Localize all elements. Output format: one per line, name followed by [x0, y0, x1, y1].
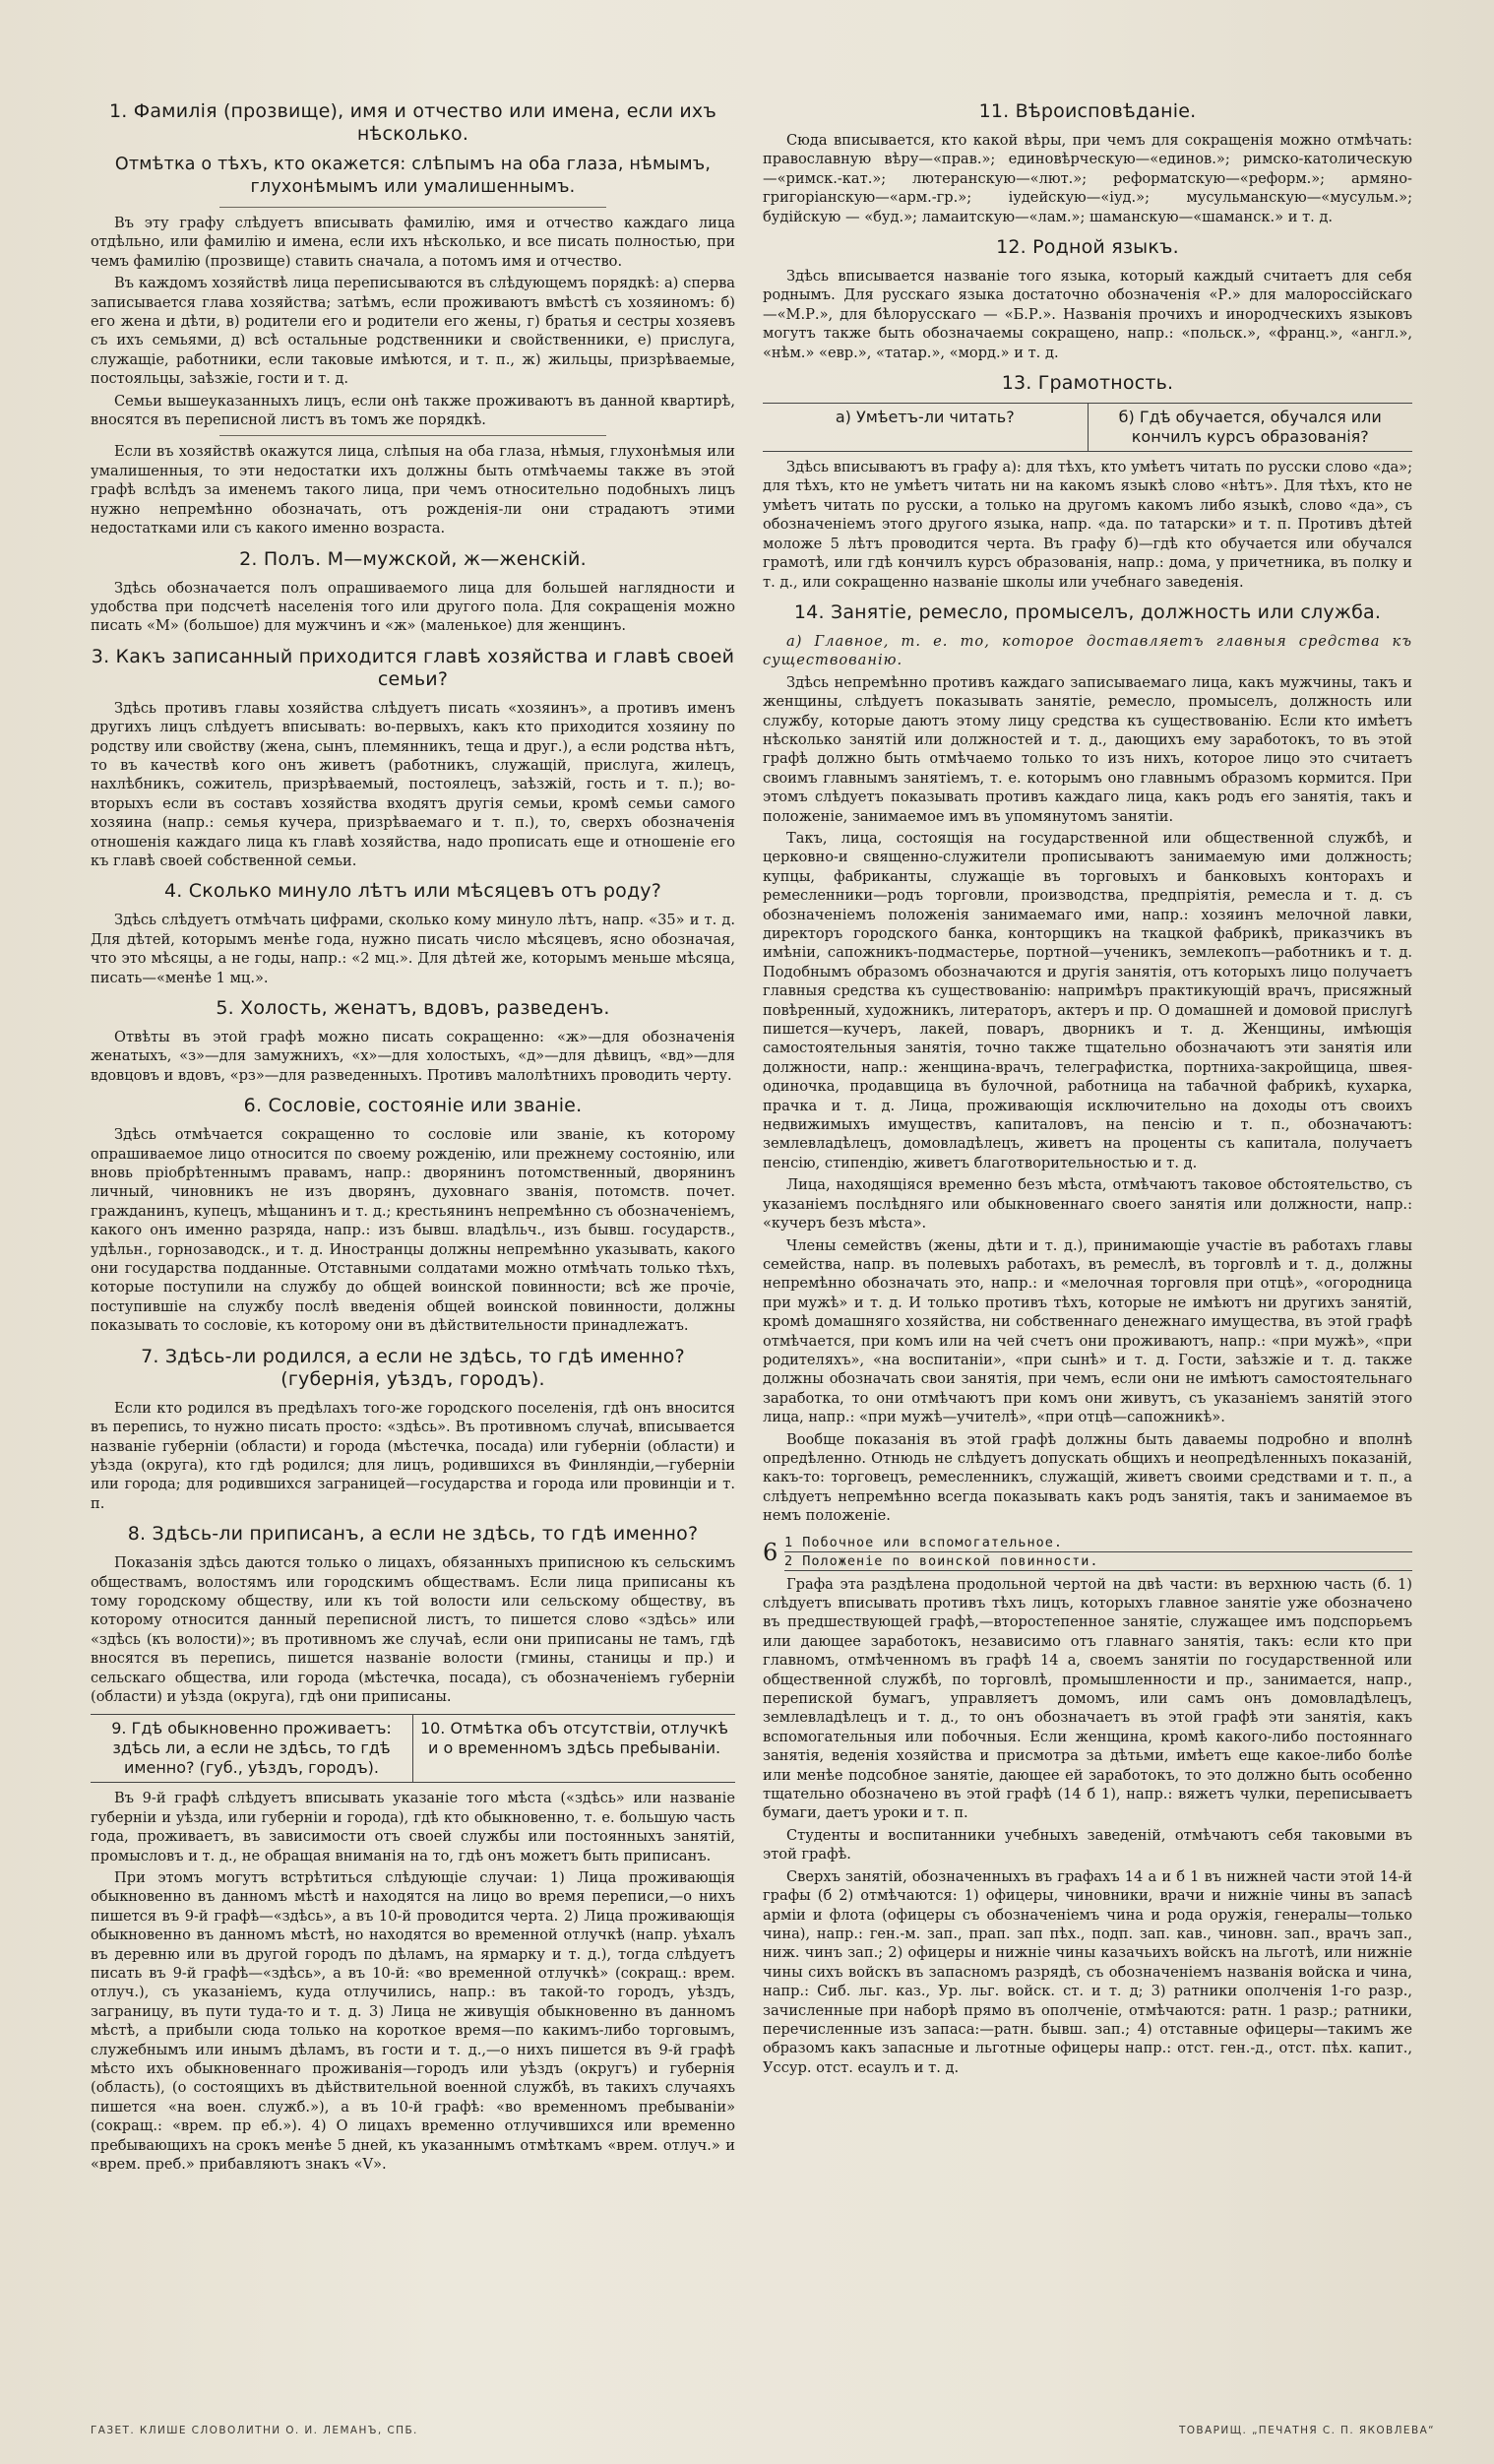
- section-1-subtitle: Отмѣтка о тѣхъ, кто окажется: слѣпымъ на оба глаза, нѣмымъ, глухонѣмымъ или умалишеннымъ.: [114, 155, 712, 197]
- section-4-title: 4. Сколько минуло лѣтъ или мѣсяцевъ отъ роду?: [163, 880, 662, 903]
- section-5-title: 5. Холость, женатъ, вдовъ, разведенъ.: [216, 997, 610, 1019]
- section-13-columns: [763, 403, 1412, 452]
- paragraph: Здѣсь непремѣнно противъ каждаго записываемаго лица, какъ мужчины, такъ и женщины, слѣдуетъ показывать занятіе, ремесло, промыселъ, должность или службу, которые даютъ этому лицу средства къ существованію. Если кто имѣетъ нѣсколько занятій или должностей и т. д., дающихъ ему заработокъ, то въ этой графѣ должно быть отмѣчаемо только то изъ нихъ, которое лицо это считаетъ своимъ главнымъ занятіемъ, т. е. которымъ оно главнымъ образомъ кормится. При этомъ слѣдуетъ показывать противъ каждаго лица, какъ родъ его занятія, такъ и положеніе, занимаемое имъ въ упомянутомъ занятіи.: [763, 673, 1412, 825]
- b6-line-2: 2 Положеніе по воинской повинности.: [784, 1552, 1412, 1571]
- section-9-10-header: [91, 1714, 735, 1783]
- divider: [219, 207, 606, 208]
- b6-line-1: 1 Побочное или вспомогательное.: [784, 1534, 1412, 1552]
- paragraph: Сверхъ занятій, обозначенныхъ въ графахъ 14 а и б 1 въ нижней части этой 14-й графы (б 2) отмѣчаются: 1) офицеры, чиновники, врачи и нижніе чины въ запасѣ арміи и флота (офицеры съ обозначеніемъ чина и рода оружія, генералы—только чина), напр.: ген.-м. зап., прап. зап пѣх., подп. зап. кав., чиновн. зап., врачъ зап., ниж. чинъ зап.; 2) офицеры и нижніе чины казачьихъ войскъ на льготѣ, или нижніе чины сихъ войскъ въ запасномъ разрядѣ, съ обозначеніемъ названія войска и чина, напр.: Сиб. льг. каз., Ур. льг. войск. ст. и т. д; 3) ратники ополченія 1-го разр., зачисленные при наборѣ прямо въ ополченіе, отмѣчаются: ратн. 1 разр.; ратники, перечисленные изъ запаса:—ратн. бывш. зап.; 4) отставные офицеры—такимъ же образомъ какъ запасные и льготные офицеры напр.: отст. ген.-д., отст. пѣх. капит., Уссур. отст. есаулъ и т. д.: [763, 1867, 1412, 2076]
- section-14-subtitle: а) Главное, т. е. то, которое доставляетъ главныя средства къ существованію.: [763, 632, 1412, 669]
- left-column: [91, 91, 735, 2355]
- paragraph: Такъ, лица, состоящія на государственной или общественной службѣ, и церковно-и священно-служители прописываютъ занимаемую ими должность; купцы, фабриканты, служащіе въ торговыхъ и банковыхъ конторахъ и ремесленники—родъ торговли, производства, предпріятія, ремесла и т. д. съ обозначеніемъ положенія занимаемаго ими, напр.: хозяинъ мелочной лавки, директоръ городского банка, конторщикъ на ткацкой фабрикѣ, приказчикъ въ имѣніи, сапожникъ-подмастерье, портной—ученикъ, землекопъ—работникъ и т. д. Подобнымъ образомъ обозначаются и другія занятія, отъ которыхъ лицо получаетъ главныя средства къ существованію: напримѣръ практикующій врачъ, присяжный повѣренный, художникъ, литераторъ, актеръ и пр. О домашней и домовой прислугѣ пишется—кучеръ, лакей, поваръ, дворникъ и т. д. Женщины, имѣющія самостоятельныя занятія, точно также тщательно обозначаютъ эти занятія или должности, напр.: женщина-врачъ, телеграфистка, портниха-закройщица, швея-одиночка, продавщица въ булочной, работница на табачной фабрикѣ, кухарка, прачка и т. д. Лица, проживающія исключительно на доходы отъ своихъ недвижимыхъ имуществъ, капиталовъ, на пенсію и т. п., обозначаютъ: землевладѣлецъ, домовладѣлецъ, живетъ на проценты съ капитала, получаетъ пенсію, стипендію, живетъ благотворительностью и т. д.: [763, 829, 1412, 1171]
- paragraph: Вообще показанія въ этой графѣ должны быть даваемы подробно и вполнѣ опредѣленно. Отнюдь не слѣдуетъ допускать общихъ и неопредѣленныхъ показаній, какъ-то: торговецъ, ремесленникъ, служащій, живетъ своими средствами и т. п., а слѣдуетъ непремѣнно всегда показывать какъ родъ занятія, такъ и занимаемое въ немъ положеніе.: [763, 1430, 1412, 1525]
- section-7-title: 7. Здѣсь-ли родился, а если не здѣсь, то гдѣ именно? (губернія, уѣздъ, городъ).: [141, 1345, 685, 1390]
- paragraph: Лица, находящіяся временно безъ мѣста, отмѣчаютъ таковое обстоятельство, съ указаніемъ послѣдняго или обыкновеннаго своего занятія или должности, напр.: «кучеръ безъ мѣста».: [763, 1176, 1412, 1232]
- section-14b-header: [763, 1534, 1412, 1571]
- section-8-title: 8. Здѣсь-ли приписанъ, а если не здѣсь, то гдѣ именно?: [127, 1523, 699, 1546]
- right-column: [763, 91, 1412, 2355]
- footer-left: ГАЗЕТ. КЛИШЕ СЛОВОЛИТНИ О. И. ЛЕМАНЪ, СПБ.: [91, 2425, 418, 2436]
- section-13-title: 13. Грамотность.: [1001, 372, 1174, 395]
- paragraph: Сюда вписывается, кто какой вѣры, при чемъ для сокращенія можно отмѣчать: православную вѣру—«прав.»; единовѣрческую—«единов.»; римско-католическую—«римск.-кат.»; лютеранскую—«лют.»; реформатскую—«реформ.»; армяно-григоріанскую—«арм.-гр.»; іудейскую—«іуд.»; мусульманскую—«мусульм.»; будійскую — «буд.»; ламаитскую—«лам.»; шаманскую—«шаманск.» и т. д.: [763, 132, 1412, 225]
- section-13b: б) Гдѣ обучается, обучался или кончилъ курсъ образованія?: [1118, 408, 1382, 447]
- paragraph: Здѣсь отмѣчается сокращенно то сословіе или званіе, къ которому опрашиваемое лицо относится по своему рожденію, или прежнему состоянію, или вновь пріобрѣтеннымъ правамъ, напр.: дворянинъ потомственный, дворянинъ личный, чиновникъ не изъ дворянъ, духовнаго званія, потомств. почет. гражданинъ, купецъ, мѣщанинъ и т. д.; крестьянинъ непремѣнно съ обозначеніемъ, какого онъ именно разряда, напр.: изъ бывш. владѣльч., изъ бывш. государств., удѣльн., горнозаводск., и т. д. Иностранцы должны непремѣнно указывать, какого они государства подданные. Отставными солдатами можно отмѣчать только тѣхъ, которые поступили на службу до общей воинской повинности; всѣ же прочіе, поступившіе на службу послѣ введенія общей воинской повинности, должны показывать то сословіе, къ которому они въ дѣйствительности принадлежатъ.: [91, 1126, 735, 1335]
- paragraph: Въ каждомъ хозяйствѣ лица переписываются въ слѣдующемъ порядкѣ: а) сперва записывается глава хозяйства; затѣмъ, если проживаютъ вмѣстѣ съ хозяиномъ: б) его жена и дѣти, в) родители его и родители его жены, г) братья и сестры хозяевъ съ ихъ семьями, д) всѣ остальные родственники и свойственники, е) прислуга, служащіе, работники, если таковые имѣются, и т. п., ж) жильцы, призрѣваемые, постояльцы, заѣзжіе, гости и т. д.: [91, 275, 735, 388]
- paragraph: При этомъ могутъ встрѣтиться слѣдующіе случаи: 1) Лица проживающія обыкновенно въ данномъ мѣстѣ и находятся на лицо во время переписи,—о нихъ пишется въ 9-й графѣ—«здѣсь», а въ 10-й проводится черта. 2) Лица проживающія обыкновенно въ данномъ мѣстѣ, но находятся во временной отлучкѣ (напр. уѣхалъ въ деревню или въ другой городъ по дѣламъ, на ярмарку и т. д.), тогда слѣдуетъ писать въ 9-й графѣ—«здѣсь», а въ 10-й: «во временной отлучкѣ» (сокращ.: врем. отлуч.), съ указаніемъ, куда отлучились, напр.: въ такой-то городъ, уѣздъ, заграницу, въ пути туда-то и т. д. 3) Лица не живущія обыкновенно въ данномъ мѣстѣ, а прибыли сюда только на короткое время—по какимъ-либо торговымъ, служебнымъ или инымъ дѣламъ, въ гости и т. д.,—о нихъ пишется въ 9-й графѣ мѣсто ихъ обыкновеннаго проживанія—городъ или уѣздъ (округъ) и губернія (область), (о состоящихъ въ дѣйствительной военной службѣ, въ такихъ случаяхъ пишется «на воен. служб.»), а въ 10-й графѣ: «во временномъ пребываніи» (сокращ.: «врем. пр еб.»). 4) О лицахъ временно отлучившихся или временно пребывающихъ на срокъ менѣе 5 дней, къ указаннымъ отмѣткамъ «врем. отлуч.» и «врем. преб.» прибавляютъ знакъ «V».: [91, 1869, 735, 2174]
- section-10-title: 10. Отмѣтка объ отсутствіи, отлучкѣ и о временномъ здѣсь пребываніи.: [419, 1719, 729, 1758]
- divider: [219, 435, 606, 436]
- section-13a: а) Умѣетъ-ли читать?: [763, 404, 1089, 451]
- section-2-title: 2. Полъ. М—мужской, ж—женскій.: [239, 547, 587, 570]
- columns: [91, 91, 1435, 2355]
- section-14-title: 14. Занятіе, ремесло, промыселъ, должность или служба.: [793, 600, 1382, 623]
- paragraph: Здѣсь слѣдуетъ отмѣчать цифрами, сколько кому минуло лѣтъ, напр. «35» и т. д. Для дѣтей, которымъ менѣе года, нужно писать число мѣсяцевъ, ясно обозначая, что это мѣсяцы, а не годы, напр.: «2 мц.». Для дѣтей же, которымъ меньше мѣсяца, писать—«менѣе 1 мц.».: [91, 912, 735, 986]
- paragraph: Здѣсь вписываютъ въ графу а): для тѣхъ, кто умѣетъ читать по русски слово «да»; для тѣхъ, кто не умѣетъ читать ни на какомъ языкѣ слово «нѣтъ». Для тѣхъ, кто не умѣетъ читать по русски, а только на другомъ какомъ либо языкѣ, слово «да», съ обозначеніемъ этого другого языка, напр. «да. по татарски» и т. п. Противъ дѣтей моложе 5 лѣтъ проводится черта. Въ графу б)—гдѣ кто обучается или обучался грамотѣ, или гдѣ кончилъ курсъ образованія, напр.: дома, у причетника, въ полку и т. д., или сокращенно названіе школы или учебнаго заведенія.: [763, 459, 1412, 591]
- paragraph: Члены семействъ (жены, дѣти и т. д.), принимающіе участіе въ работахъ главы семейства, напр. въ полевыхъ работахъ, въ ремеслѣ, въ торговлѣ и т. д., должны непремѣнно обозначать это, напр.: и «мелочная торговля при отцѣ», «огородница при мужѣ» и т. д. И только противъ тѣхъ, которые не имѣютъ ни другихъ занятій, кромѣ домашняго хозяйства, ни собственнаго денежнаго имущества, въ этой графѣ отмѣчается, при комъ или на чей счетъ они проживаютъ, напр.: «при мужѣ», «при родителяхъ», «на воспитаніи», «при сынѣ» и т. д. Гости, заѣзжіе и т. д. также должны обозначать свои занятія, при чемъ, если они не имѣютъ самостоятельнаго заработка, то они отмѣчаютъ при комъ они живутъ, съ указаніемъ занятій этого лица, напр.: «при мужѣ—учителѣ», «при отцѣ—сапожникѣ».: [763, 1236, 1412, 1426]
- paragraph: Въ эту графу слѣдуетъ вписывать фамилію, имя и отчество каждаго лица отдѣльно, или фамилію и имена, если ихъ нѣсколько, и все писать полностью, при чемъ фамилію (прозвище) ставить сначала, а потомъ имя и отчество.: [91, 215, 735, 270]
- paragraph: Если въ хозяйствѣ окажутся лица, слѣпыя на оба глаза, нѣмыя, глухонѣмыя или умалишенныя, то эти недостатки ихъ должны быть отмѣчаемы также въ этой графѣ вслѣдъ за именемъ такого лица, при чемъ относительно подобныхъ лицъ нужно непремѣнно обозначать, отъ рожденія-ли они страдаютъ этими недостатками или съ какого именно возраста.: [91, 443, 735, 537]
- section-1-title: 1. Фамилія (прозвище), имя и отчество или имена, если ихъ нѣсколько.: [109, 100, 716, 145]
- paragraph: Здѣсь противъ главы хозяйства слѣдуетъ писать «хозяинъ», а противъ именъ другихъ лицъ слѣдуетъ вписывать: во-первыхъ, какъ кто приходится хозяину по родству или свойству (жена, сынъ, племянникъ, теща и друг.), а если родства нѣтъ, то въ качествѣ кого онъ живетъ (работникъ, служащій, прислуга, жилецъ, нахлѣбникъ, сожитель, призрѣваемый, постоялецъ, заѣзжій, гость и т. п.); во-вторыхъ если въ составъ хозяйства входятъ другія семьи, кромѣ семьи самого хозяина (напр.: семья кучера, призрѣваемаго и т. п.), то, сверхъ обозначенія отношенія каждаго лица къ главѣ хозяйства, надо прописать еще и отношеніе его къ главѣ своей собственной семьи.: [91, 699, 735, 869]
- b6-lines: [784, 1534, 1412, 1571]
- paragraph: Здѣсь вписывается названіе того языка, который каждый считаетъ для себя роднымъ. Для русскаго языка достаточно обозначенія «Р.» для малороссійскаго—«М.Р.», для бѣлорусскаго — «Б.Р.». Названія прочихъ и инородческихъ языковъ могутъ также быть обозначаемы сокращено, напр.: «польск.», «франц.», «англ.», «нѣм.» «евр.», «татар.», «морд.» и т. д.: [763, 268, 1412, 361]
- section-11-title: 11. Вѣроисповѣданіе.: [978, 100, 1197, 122]
- section-6-title: 6. Сословіе, состояніе или званіе.: [243, 1095, 583, 1117]
- section-3-title: 3. Какъ записанный приходится главѣ хозяйства и главѣ своей семьи?: [91, 645, 735, 690]
- section-9-title: 9. Гдѣ обыкновенно проживаетъ: здѣсь ли, а если не здѣсь, то гдѣ именно? (губ., уѣздъ, городъ).: [91, 1715, 413, 1782]
- footer-right: ТОВАРИЩ. „ПЕЧАТНЯ С. П. ЯКОВЛЕВА“: [1178, 2425, 1435, 2436]
- section-12-title: 12. Родной языкъ.: [996, 236, 1179, 259]
- paragraph: Въ 9-й графѣ слѣдуетъ вписывать указаніе того мѣста («здѣсь» или названіе губерніи и уѣзда, или губерніи и города), гдѣ кто обыкновенно, т. е. большую часть года, проживаетъ, въ зависимости отъ своей службы или постоянныхъ занятій, промысловъ и т. д., не обращая вниманія на то, гдѣ онъ можетъ быть приписанъ.: [91, 1790, 735, 1864]
- paragraph: Если кто родился въ предѣлахъ того-же городского поселенія, гдѣ онъ вносится въ перепись, то нужно писать просто: «здѣсь». Въ противномъ случаѣ, вписывается названіе губерніи (области) и города (мѣстечка, посада) или губерніи (области) и уѣзда (округа), кто гдѣ родился; для лицъ, родившихся въ Финляндіи,—губерніи или города; для родившихся заграницей—государства и города или провинціи и т. п.: [91, 1399, 735, 1512]
- paragraph: Показанія здѣсь даются только о лицахъ, обязанныхъ приписною къ сельскимъ обществамъ, волостямъ или городскимъ обществамъ. Если лица приписаны къ тому городскому обществу, или къ той волости или сельскому обществу, въ которому относится данный переписной листъ, то пишется слово «здѣсь» или «здѣсь (къ волости)»; въ противномъ же случаѣ, если они приписаны не тамъ, гдѣ вносятся въ перепись, пишется названіе волости (гмины, станицы и пр.) и сельскаго общества, или города (мѣстечка, посада), съ обозначеніемъ губерніи (области) и уѣзда (округа), гдѣ они приписаны.: [91, 1554, 735, 1705]
- b6-label: 6: [763, 1538, 778, 1566]
- paragraph: Здѣсь обозначается полъ опрашиваемого лица для большей наглядности и удобства при подсчетѣ населенія того или другого пола. Для сокращенія можно писать «М» (большое) для мужчинъ и «ж» (маленькое) для женщинъ.: [91, 579, 735, 635]
- paragraph: Семьи вышеуказанныхъ лицъ, если онѣ также проживаютъ въ данной квартирѣ, вносятся въ переписной листъ въ томъ же порядкѣ.: [91, 392, 735, 429]
- printer-footer: [91, 2425, 1435, 2436]
- paragraph: Отвѣты въ этой графѣ можно писать сокращенно: «ж»—для обозначенія женатыхъ, «з»—для замужнихъ, «х»—для холостыхъ, «д»—для дѣвицъ, «вд»—для вдовцовъ и вдовъ, «рз»—для разведенныхъ. Противъ малолѣтнихъ проводить черту.: [91, 1029, 735, 1084]
- paragraph: Студенты и воспитанники учебныхъ заведеній, отмѣчаютъ себя таковыми въ этой графѣ.: [763, 1826, 1412, 1864]
- paragraph: Графа эта раздѣлена продольной чертой на двѣ части: въ верхнюю часть (б. 1) слѣдуетъ вписывать противъ тѣхъ лицъ, которыхъ главное занятіе уже обозначено въ предшествующей графѣ,—второстепенное занятіе, служащее имъ подспорьемъ или дающее заработокъ, независимо отъ главнаго занятія, такъ: если кто при главномъ, отмѣченномъ въ графѣ 14 а, своемъ занятіи по государственной или общественной службѣ, по торговлѣ, промышленности и пр., занимается, напр., перепиской бумагъ, управляетъ домомъ, или самъ онъ домовладѣлецъ, землевладѣлецъ и т. д., то онъ обозначаетъ въ этой графѣ эти занятія, какъ вспомогательныя или побочныя. Если женщина, кромѣ какого-либо постояннаго занятія, веденія хозяйства и присмотра за дѣтьми, имѣетъ еще какое-либо болѣе или менѣе подсобное занятіе, дающее ей заработокъ, то это должно быть особенно тщательно обозначено въ этой графѣ (14 б 1), напр.: вяжетъ чулки, переписываетъ бумаги, даетъ уроки и т. п.: [763, 1575, 1412, 1822]
